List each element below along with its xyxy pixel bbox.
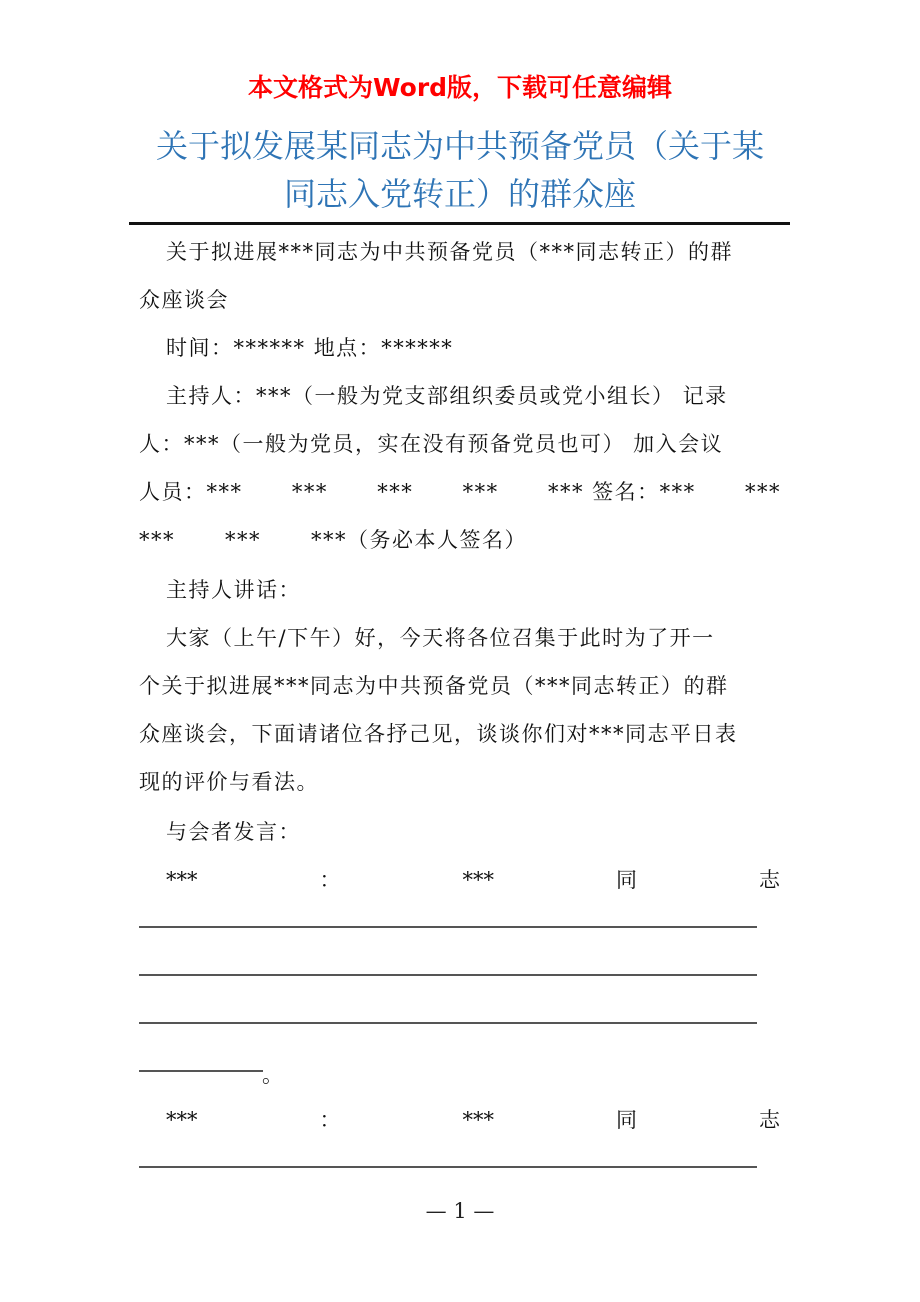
time-label: 时间： [166, 336, 234, 360]
sign-label: 签名： [592, 480, 660, 504]
signature: *** [311, 528, 347, 552]
speech-line-4: 现的评价与看法。 [139, 770, 319, 794]
speaker-subject: *** [462, 1108, 494, 1132]
speech-line-3: 众座谈会，下面请诸位各抒己见，谈谈你们对***同志平日表 [139, 722, 738, 746]
title-line-1: 关于拟发展某同志为中共预备党员（关于某 [155, 127, 764, 165]
speech-line-1: 大家（上午/下午）好，今天将各位召集于此时为了开一 [166, 626, 715, 650]
time-place-line [139, 324, 808, 372]
attendees-label: 人员： [139, 480, 207, 504]
attendees-line [139, 468, 781, 516]
speaker-row [166, 856, 780, 904]
signature: *** [744, 480, 781, 504]
host-speech-label: 主持人讲话： [166, 578, 301, 602]
header-rule [129, 222, 790, 225]
host-line-2: 人：***（一般为党员，实在没有预备党员也可） 加入会议 [139, 432, 724, 456]
speaker-row [166, 1096, 780, 1144]
speaker-subject: *** [462, 868, 494, 892]
speaker-colon: ： [319, 1108, 341, 1132]
blank-line [139, 1022, 757, 1024]
speaker-word: 志 [759, 1108, 780, 1132]
attendee: *** [206, 480, 243, 504]
speaker-word: 同 [616, 868, 637, 892]
speaker-word: 同 [616, 1108, 637, 1132]
speaker-name: *** [166, 868, 198, 892]
participants-label: 与会者发言： [166, 820, 301, 844]
end-period: 。 [262, 1063, 283, 1087]
signature: *** [139, 528, 175, 552]
host-line-1: 主持人：***（一般为党支部组织委员或党小组长） 记录 [166, 384, 728, 408]
title-line-2: 同志入党转正）的群众座 [283, 175, 636, 213]
attendee: *** [547, 480, 584, 504]
signatures-line [139, 516, 781, 564]
download-banner: 本文格式为Word版，下载可任意编辑 [247, 73, 673, 102]
blank-line [139, 1166, 757, 1168]
attendee: *** [462, 480, 499, 504]
attendee: *** [291, 480, 328, 504]
signature: *** [659, 480, 696, 504]
speaker-colon: ： [319, 868, 341, 892]
blank-line [139, 926, 757, 928]
meeting-heading-line-2: 众座谈会 [139, 288, 229, 312]
blank-line [139, 1070, 263, 1072]
attendee: *** [377, 480, 414, 504]
place-label: 地点： [313, 336, 382, 360]
time-value: ****** [233, 336, 306, 360]
speaker-word: 志 [759, 868, 780, 892]
meeting-heading-line-1: 关于拟进展***同志为中共预备党员（***同志转正）的群 [166, 240, 733, 264]
speaker-name: *** [166, 1108, 198, 1132]
document-title [130, 122, 790, 218]
page-number: — 1 — [425, 1199, 495, 1223]
blank-line [139, 974, 757, 976]
speech-line-2: 个关于拟进展***同志为中共预备党员（***同志转正）的群 [139, 674, 729, 698]
place-value: ****** [381, 336, 454, 360]
sign-note: （务必本人签名） [347, 528, 527, 552]
signature: *** [225, 528, 261, 552]
